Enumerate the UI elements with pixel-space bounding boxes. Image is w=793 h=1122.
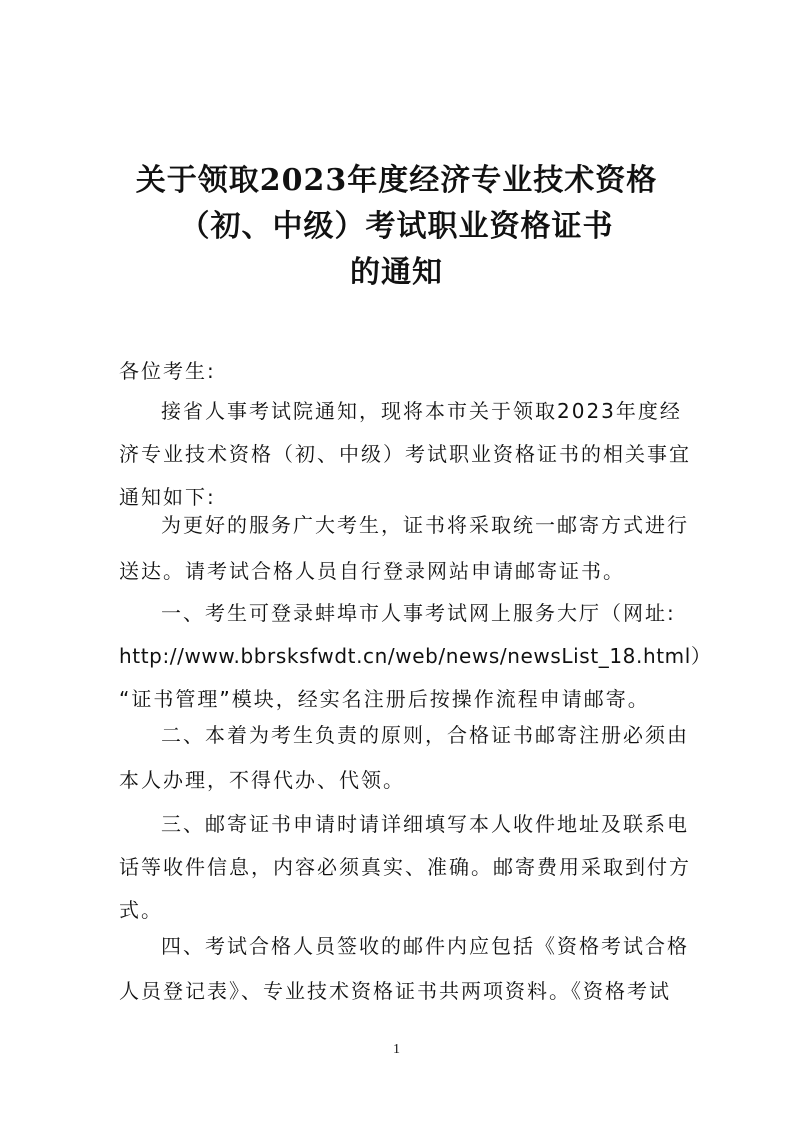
item-1-url-line: http://www.bbrsksfwdt.cn/web/news/newsList_18.html） bbox=[119, 644, 712, 668]
item-3-line-2: 话等收件信息，内容必须真实、准确。邮寄费用采取到付方 bbox=[119, 855, 691, 879]
item-3 bbox=[119, 806, 691, 928]
paragraph-mailing bbox=[119, 507, 689, 589]
document-title-line-1: 关于领取2023年度经济专业技术资格 bbox=[135, 163, 658, 198]
item-1-line-3: “证书管理”模块，经实名注册后按操作流程申请邮寄。 bbox=[119, 687, 650, 711]
intro-paragraph bbox=[119, 393, 691, 515]
document-title-line-2: （初、中级）考试职业资格证书 bbox=[179, 209, 614, 244]
page-number: 1 bbox=[393, 1042, 400, 1057]
item-3-line-3: 式。 bbox=[119, 898, 163, 922]
item-4 bbox=[119, 928, 689, 1009]
item-3-line-1: 三、邮寄证书申请时请详细填写本人收件地址及联系电 bbox=[161, 812, 689, 836]
paragraph-mailing-line-2: 送达。请考试合格人员自行登录网站申请邮寄证书。 bbox=[119, 559, 625, 583]
intro-line-1: 接省人事考试院通知，现将本市关于领取2023年度经 bbox=[161, 399, 682, 423]
item-2-line-2: 本人办理，不得代办、代领。 bbox=[119, 768, 405, 792]
item-2-line-1: 二、本着为考生负责的原则，合格证书邮寄注册必须由 bbox=[161, 723, 689, 747]
item-1 bbox=[119, 595, 712, 717]
salutation-text: 各位考生: bbox=[119, 359, 216, 383]
item-4-line-1: 四、考试合格人员签收的邮件内应包括《资格考试合格 bbox=[161, 934, 689, 958]
item-1-line-1: 一、考生可登录蚌埠市人事考试网上服务大厅（网址: bbox=[161, 601, 676, 625]
intro-line-3: 通知如下: bbox=[119, 485, 216, 509]
item-4-line-2: 人员登记表》、专业技术资格证书共两项资料。《资格考试 bbox=[119, 979, 671, 1003]
item-2 bbox=[119, 717, 689, 798]
salutation bbox=[119, 353, 675, 389]
paragraph-mailing-line-1: 为更好的服务广大考生，证书将采取统一邮寄方式进行 bbox=[161, 513, 689, 537]
intro-line-2: 济专业技术资格（初、中级）考试职业资格证书的相关事宜 bbox=[119, 442, 691, 466]
document-title-line-3: 的通知 bbox=[350, 255, 443, 290]
